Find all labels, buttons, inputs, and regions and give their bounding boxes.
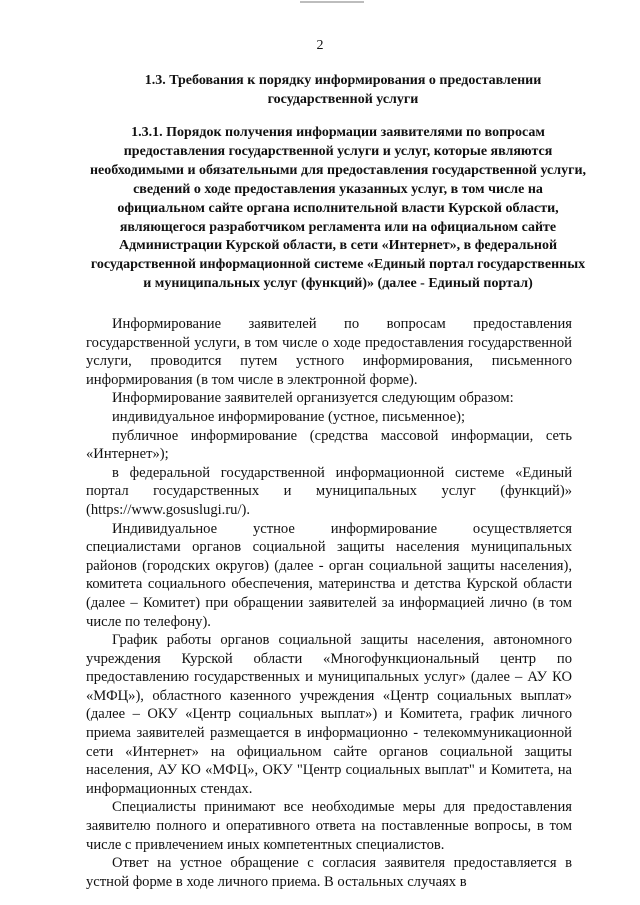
paragraph: Специалисты принимают все необходимые меры для предоставления заявителю полного и оперативного ответа на поставленные вопросы, в том числе с привлечением иных компетентных специалистов. <box>86 799 572 853</box>
page-number: 2 <box>316 38 324 53</box>
body-text <box>86 315 572 891</box>
paragraph: публичное информирование (средства массовой информации, сеть «Интернет»); <box>86 427 572 463</box>
paragraph: График работы органов социальной защиты населения, автономного учреждения Курской области «Многофункциональный центр по предоставлению государственных и муниципальных услуг» (далее – АУ КО «МФЦ»), областного казенного учреждения «Центр социальных выплат» (далее – ОКУ «Центр социальных выплат») и Комитета, график личного приема заявителей размещается в информационно - телекоммуникационной сети «Интернет» на официальном сайте органов социальной защиты населения, АУ КО «МФЦ», ОКУ "Центр социальных выплат" и Комитета, на информационных стендах. <box>86 632 572 797</box>
paragraph: индивидуальное информирование (устное, письменное); <box>112 408 466 425</box>
paragraph: Информирование заявителей по вопросам предоставления государственной услуги, в том числе о ходе предоставления государственной услуги, проводится путем устного информирования, письменного информирования (в том числе в электронной форме). <box>86 316 572 388</box>
scan-artifact <box>300 1 364 3</box>
subsection-heading: 1.3.1. Порядок получения информации заявителями по вопросам предоставления государственной услуги и услуг, которые являются необходимыми и обязательными для предоставления государственной услуги, сведений о ходе предоставления указанных услуг, в том числе на официальном сайте органа исполнительной власти Курской области, являющегося разработчиком регламента или на официальном сайте Администрации Курской области, в сети «Интернет», в федеральной государственной информационной системе «Единый портал государственных и муниципальных услуг (функций)» (далее - Единый портал) <box>89 125 587 292</box>
paragraph: Индивидуальное устное информирование осуществляется специалистами органов социальной защиты населения муниципальных районов (городских округов) (далее - орган социальной защиты населения), комитета социального обеспечения, материнства и детства Курской области (далее – Комитет) при обращении заявителей за информацией лично (в том числе по телефону). <box>86 520 572 630</box>
paragraph: в федеральной государственной информационной системе «Единый портал государственных и муниципальных услуг (функций)» (https://www.gosuslugi.ru/). <box>86 464 572 518</box>
paragraph: Ответ на устное обращение с согласия заявителя предоставляется в устной форме в ходе личного приема. В остальных случаях в <box>86 855 572 890</box>
section-heading: 1.3. Требования к порядку информирования о предоставлении государственной услуги <box>144 73 542 107</box>
paragraph: Информирование заявителей организуется следующим образом: <box>112 390 514 407</box>
